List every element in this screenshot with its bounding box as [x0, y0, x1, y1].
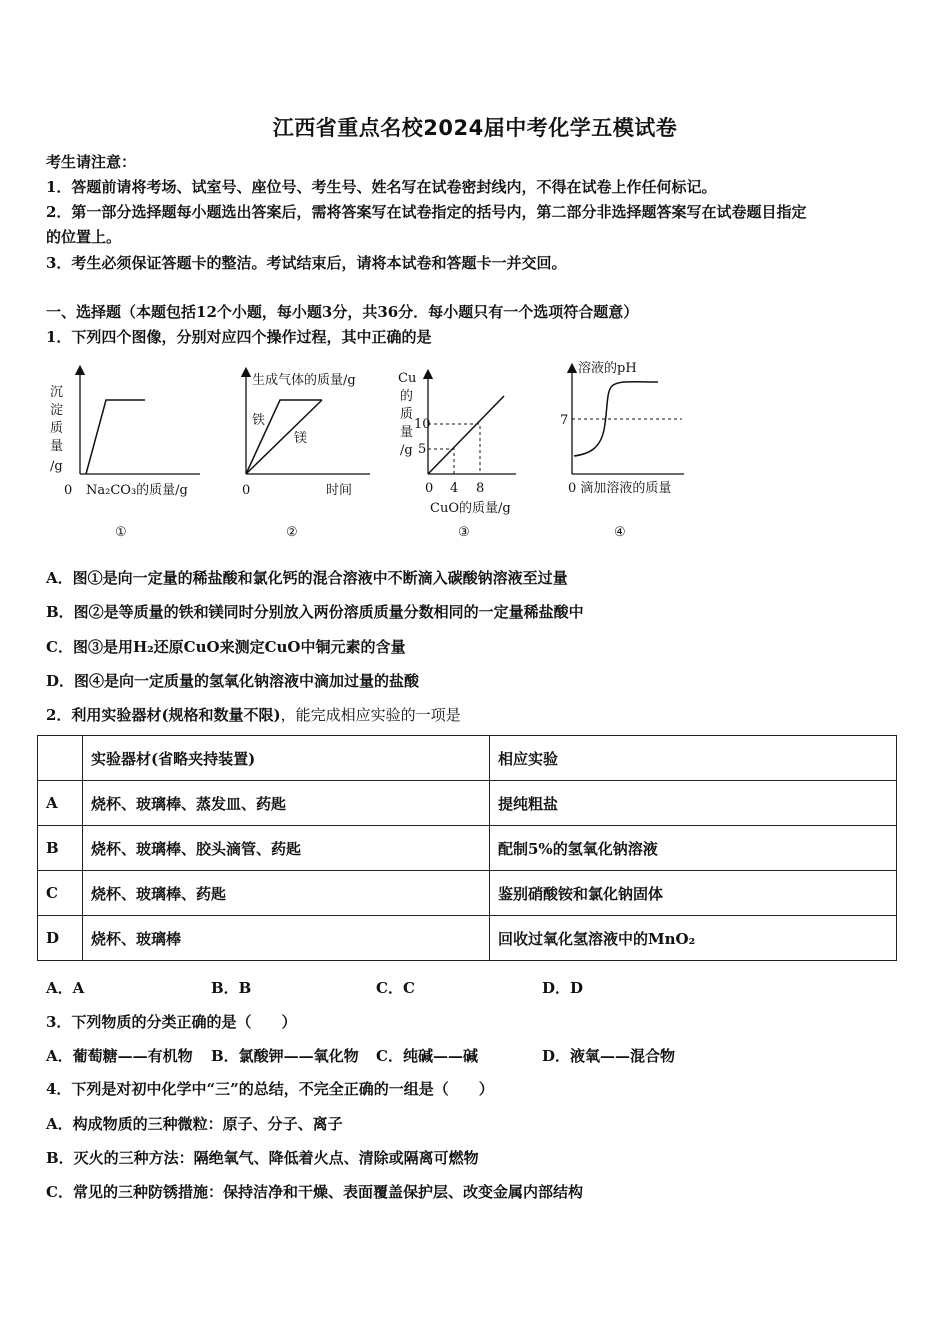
q4-option: C．常见的三种防锈措施：保持洁净和干燥、表面覆盖保护层、改变金属内部结构: [46, 1183, 583, 1201]
y-tick: 10: [414, 417, 431, 432]
q3-option: B．氯酸钾——氧化物: [211, 1047, 359, 1065]
line-fe: [246, 400, 322, 474]
table-cell: [38, 736, 83, 781]
x-label: Na₂CO₃的质量/g: [86, 483, 188, 498]
table-header-cell: 相应实验: [490, 736, 897, 781]
y-label-char: 质: [400, 407, 414, 422]
section-heading: 一、选择题（本题包括12个小题，每小题3分，共36分．每小题只有一个选项符合题意）: [46, 303, 639, 321]
table-header-row: [38, 736, 897, 781]
q1-option: B．图②是等质量的铁和镁同时分别放入两份溶质质量分数相同的一定量稀盐酸中: [46, 603, 584, 621]
y-tick: 5: [418, 442, 427, 457]
q2-stem-bold: 2．利用实验器材(规格和数量不限): [46, 706, 281, 724]
table-cell: 烧杯、玻璃棒、药匙: [83, 871, 490, 916]
q3-option: D．液氧——混合物: [542, 1047, 676, 1065]
y-label: 溶液的pH: [578, 361, 637, 376]
q1-option: C．图③是用H₂还原CuO来测定CuO中铜元素的含量: [46, 638, 406, 656]
q4-option: A．构成物质的三种微粒：原子、分子、离子: [46, 1115, 343, 1133]
line-label-fe: 铁: [252, 413, 266, 428]
notice-item: 3．考生必须保证答题卡的整洁。考试结束后，请将本试卷和答题卡一并交回。: [46, 254, 567, 272]
graph-number: ②: [286, 525, 298, 540]
y-label: 生成气体的质量/g: [252, 373, 356, 388]
graph-2: [230, 360, 390, 544]
notice-item: 的位置上。: [46, 228, 122, 246]
graph-4: [556, 360, 716, 544]
graph-number: ①: [115, 525, 127, 540]
table-cell: 烧杯、玻璃棒、蒸发皿、药匙: [83, 781, 490, 826]
q1-option: D．图④是向一定质量的氢氧化钠溶液中滴加过量的盐酸: [46, 672, 420, 690]
y-label-char: 量: [50, 439, 64, 454]
q3-option: A．葡萄糖——有机物: [46, 1047, 193, 1065]
y-label-char: 淀: [50, 403, 64, 418]
y-label-char: 沉: [50, 385, 64, 400]
question-3-stem: 3．下列物质的分类正确的是（ ）: [46, 1013, 297, 1031]
table-row: [38, 916, 897, 961]
q2-option: D．D: [542, 979, 584, 997]
q2-option: C．C: [376, 979, 415, 997]
table-cell: B: [38, 826, 83, 871]
table-cell: 鉴别硝酸铵和氯化钠固体: [490, 871, 897, 916]
table-cell: 配制5%的氢氧化钠溶液: [490, 826, 897, 871]
x-tick: 0: [425, 481, 434, 496]
q1-option: A．图①是向一定量的稀盐酸和氯化钙的混合溶液中不断滴入碳酸钠溶液至过量: [46, 569, 568, 587]
notice-heading: 考生请注意：: [46, 153, 137, 171]
graph-1: [40, 360, 210, 544]
data-line: [428, 396, 504, 474]
table-header-cell: 实验器材(省略夹持装置): [83, 736, 490, 781]
notice-item: 1．答题前请将考场、试室号、座位号、考生号、姓名写在试卷密封线内，不得在试卷上作任何标记。: [46, 178, 717, 196]
y-label-char: 量: [400, 425, 414, 440]
x-label: 时间: [326, 483, 353, 498]
table-cell: 提纯粗盐: [490, 781, 897, 826]
origin-label: 0: [64, 483, 73, 498]
y-label-char: 的: [400, 389, 414, 404]
notice-item: 2．第一部分选择题每小题选出答案后，需将答案写在试卷指定的括号内，第二部分非选择题答案写在试卷题目指定: [46, 203, 807, 221]
table-cell: A: [38, 781, 83, 826]
graph-number: ③: [458, 525, 470, 540]
origin-label: 0: [242, 483, 251, 498]
graph-3: [392, 360, 542, 544]
y-label-char: /g: [50, 459, 63, 474]
graph-number: ④: [614, 525, 626, 540]
table-cell: 烧杯、玻璃棒: [83, 916, 490, 961]
table-row: [38, 781, 897, 826]
x-tick: 8: [476, 481, 485, 496]
table-cell: 回收过氧化氢溶液中的MnO₂: [490, 916, 897, 961]
question-2-stem: [46, 705, 461, 725]
y-label-char: /g: [400, 443, 413, 458]
x-tick: 4: [450, 481, 459, 496]
q2-table: [37, 735, 897, 961]
table-row: [38, 826, 897, 871]
question-4-stem: 4．下列是对初中化学中“三”的总结，不完全正确的一组是（ ）: [46, 1080, 494, 1098]
table-row: [38, 871, 897, 916]
line-label-mg: 镁: [294, 431, 308, 446]
q2-option: B．B: [211, 979, 252, 997]
y-label-char: 质: [50, 421, 64, 436]
table-cell: C: [38, 871, 83, 916]
y-tick: 7: [560, 413, 569, 428]
q2-stem-normal: ，能完成相应实验的一项是: [280, 706, 461, 724]
page-title: 江西省重点名校2024届中考化学五模试卷: [272, 116, 678, 140]
x-label: 0 滴加溶液的质量: [568, 481, 672, 496]
q2-option: A．A: [46, 979, 85, 997]
question-1-stem: 1．下列四个图像，分别对应四个操作过程，其中正确的是: [46, 328, 432, 346]
x-label: CuO的质量/g: [430, 501, 511, 516]
table-cell: D: [38, 916, 83, 961]
q4-option: B．灭火的三种方法：隔绝氧气、降低着火点、清除或隔离可燃物: [46, 1149, 479, 1167]
q3-option: C．纯碱——碱: [376, 1047, 478, 1065]
y-label-char: Cu: [398, 371, 417, 386]
table-cell: 烧杯、玻璃棒、胶头滴管、药匙: [83, 826, 490, 871]
data-line: [86, 400, 145, 474]
